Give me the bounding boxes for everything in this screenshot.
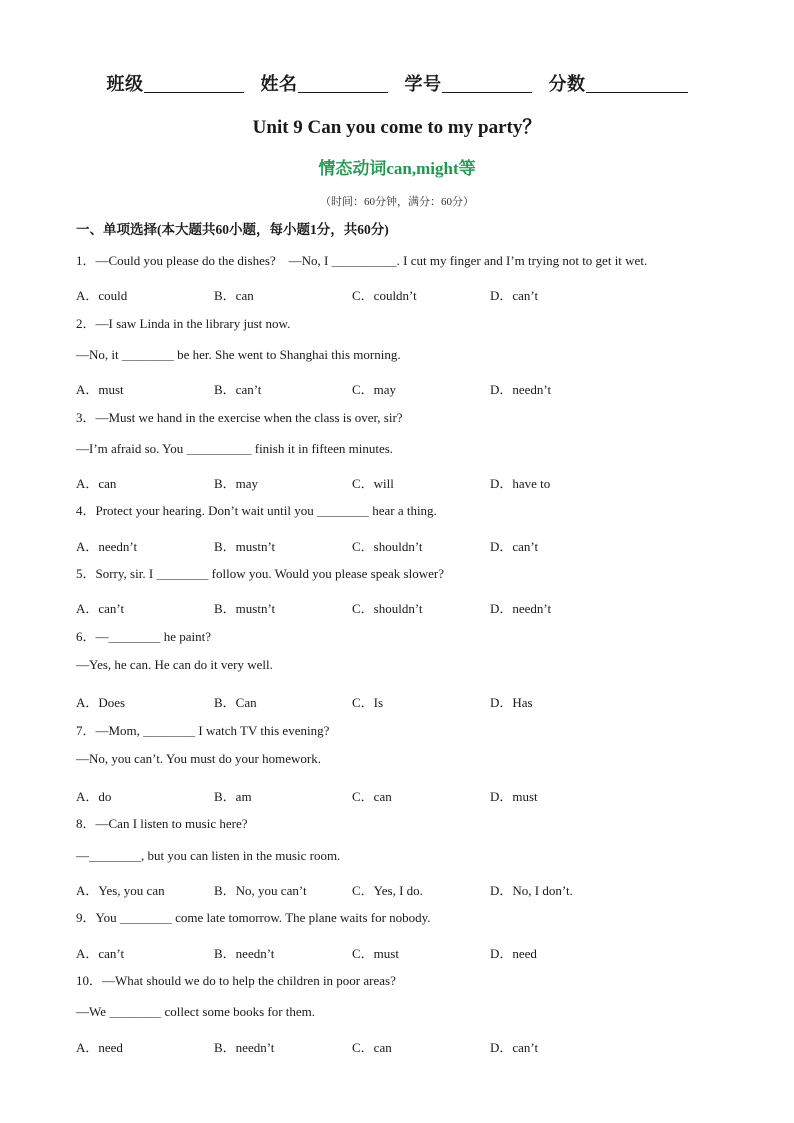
question-4-option-b[interactable]: B．mustn’t <box>214 538 276 554</box>
question-1-option-a[interactable]: A．could <box>76 288 128 304</box>
student-info-line <box>0 70 794 96</box>
page-subtitle: 情态动词can,might等 <box>318 159 476 178</box>
page-title: Unit 9 Can you come to my party？ <box>252 117 542 138</box>
time-info: （时间：60分钟，满分：60分） <box>320 196 474 208</box>
name-field[interactable] <box>261 74 388 94</box>
question-8-option-d[interactable]: D．No, I don’t. <box>490 883 573 898</box>
question-3-text: 3．—Must we hand in the exercise when the class is over, sir? <box>76 409 403 425</box>
section-title: 一、单项选择(本大题共60小题，每小题1分，共60分) <box>76 222 389 237</box>
score-field[interactable] <box>549 74 688 94</box>
question-9-option-d[interactable]: D．need <box>490 945 537 961</box>
question-10-option-a[interactable]: A．need <box>76 1039 123 1055</box>
question-3-text: —I’m afraid so. You ＿＿＿＿＿ finish it in fifteen minutes. <box>76 440 394 456</box>
class-blank[interactable] <box>144 76 244 93</box>
question-6-option-d[interactable]: D．Has <box>490 695 533 711</box>
question-1-text: 1．—Could you please do the dishes? —No, I ＿＿＿＿＿. I cut my finger and I’m trying not to get it wet. <box>76 253 648 268</box>
question-6-option-c[interactable]: C．Is <box>352 695 384 711</box>
question-1-option-b[interactable]: B．can <box>214 288 254 304</box>
question-2-option-d[interactable]: D．needn’t <box>490 382 552 398</box>
question-8-text: —＿＿＿＿, but you can listen in the music room. <box>76 847 341 863</box>
name-label: 姓名 <box>260 74 298 94</box>
class-field[interactable] <box>107 74 244 94</box>
question-7-option-a[interactable]: A．do <box>76 789 112 805</box>
class-label: 班级 <box>106 74 144 94</box>
question-4-option-a[interactable]: A．needn’t <box>76 538 138 554</box>
question-9-option-a[interactable]: A．can’t <box>76 945 125 961</box>
question-2-option-b[interactable]: B．can’t <box>214 382 262 398</box>
question-10-text: 10．—What should we do to help the children in poor areas? <box>76 972 396 988</box>
question-10-option-d[interactable]: D．can’t <box>490 1039 539 1055</box>
question-6-text: —Yes, he can. He can do it very well. <box>76 656 273 672</box>
question-2-text: —No, it ＿＿＿＿ be her. She went to Shanghai this morning. <box>76 346 401 362</box>
question-1-option-d[interactable]: D．can’t <box>490 288 539 304</box>
question-3-option-c[interactable]: C．will <box>352 476 394 492</box>
name-blank[interactable] <box>298 76 388 93</box>
question-6-text: 6．—＿＿＿＿ he paint? <box>76 628 212 644</box>
question-1-option-c[interactable]: C．couldn’t <box>352 288 417 304</box>
question-10-text: —We ＿＿＿＿ collect some books for them. <box>76 1004 316 1020</box>
question-5-option-b[interactable]: B．mustn’t <box>214 601 276 617</box>
question-3-option-d[interactable]: D．have to <box>490 476 551 492</box>
question-6-option-a[interactable]: A．Does <box>76 695 126 711</box>
question-9-option-b[interactable]: B．needn’t <box>214 945 275 961</box>
question-8-option-b[interactable]: B．No, you can’t <box>214 883 307 898</box>
number-field[interactable] <box>405 74 532 94</box>
question-4-text: 4．Protect your hearing. Don’t wait until you ＿＿＿＿ hear a thing. <box>76 503 437 519</box>
question-9-text: 9．You ＿＿＿＿ come late tomorrow. The plane waits for nobody. <box>76 910 431 926</box>
question-4-option-c[interactable]: C．shouldn’t <box>352 538 423 554</box>
score-label: 分数 <box>548 74 586 94</box>
question-10-option-b[interactable]: B．needn’t <box>214 1039 275 1055</box>
question-2-text: 2．—I saw Linda in the library just now. <box>76 315 291 331</box>
question-8-option-a[interactable]: A．Yes, you can <box>76 883 165 898</box>
question-7-option-b[interactable]: B．am <box>214 789 252 805</box>
question-5-option-d[interactable]: D．needn’t <box>490 601 552 617</box>
question-8-option-c[interactable]: C．Yes, I do. <box>352 883 423 898</box>
question-10-option-c[interactable]: C．can <box>352 1039 392 1055</box>
question-7-text: 7．—Mom, ＿＿＿＿ I watch TV this evening? <box>76 722 330 738</box>
question-6-option-b[interactable]: B．Can <box>214 695 257 711</box>
question-4-option-d[interactable]: D．can’t <box>490 538 539 554</box>
number-label: 学号 <box>404 74 442 94</box>
question-7-option-d[interactable]: D．must <box>490 789 538 805</box>
question-5-text: 5．Sorry, sir. I ＿＿＿＿ follow you. Would you please speak slower? <box>76 566 444 581</box>
question-3-option-b[interactable]: B．may <box>214 476 259 492</box>
question-7-text: —No, you can’t. You must do your homework. <box>76 750 321 766</box>
score-blank[interactable] <box>586 76 688 93</box>
question-2-option-a[interactable]: A．must <box>76 382 124 398</box>
question-8-text: 8．—Can I listen to music here? <box>76 816 248 832</box>
number-blank[interactable] <box>442 76 532 93</box>
question-5-option-a[interactable]: A．can’t <box>76 601 125 617</box>
question-7-option-c[interactable]: C．can <box>352 789 392 805</box>
question-9-option-c[interactable]: C．must <box>352 945 399 961</box>
question-2-option-c[interactable]: C．may <box>352 382 397 398</box>
question-5-option-c[interactable]: C．shouldn’t <box>352 601 423 617</box>
question-3-option-a[interactable]: A．can <box>76 476 117 492</box>
